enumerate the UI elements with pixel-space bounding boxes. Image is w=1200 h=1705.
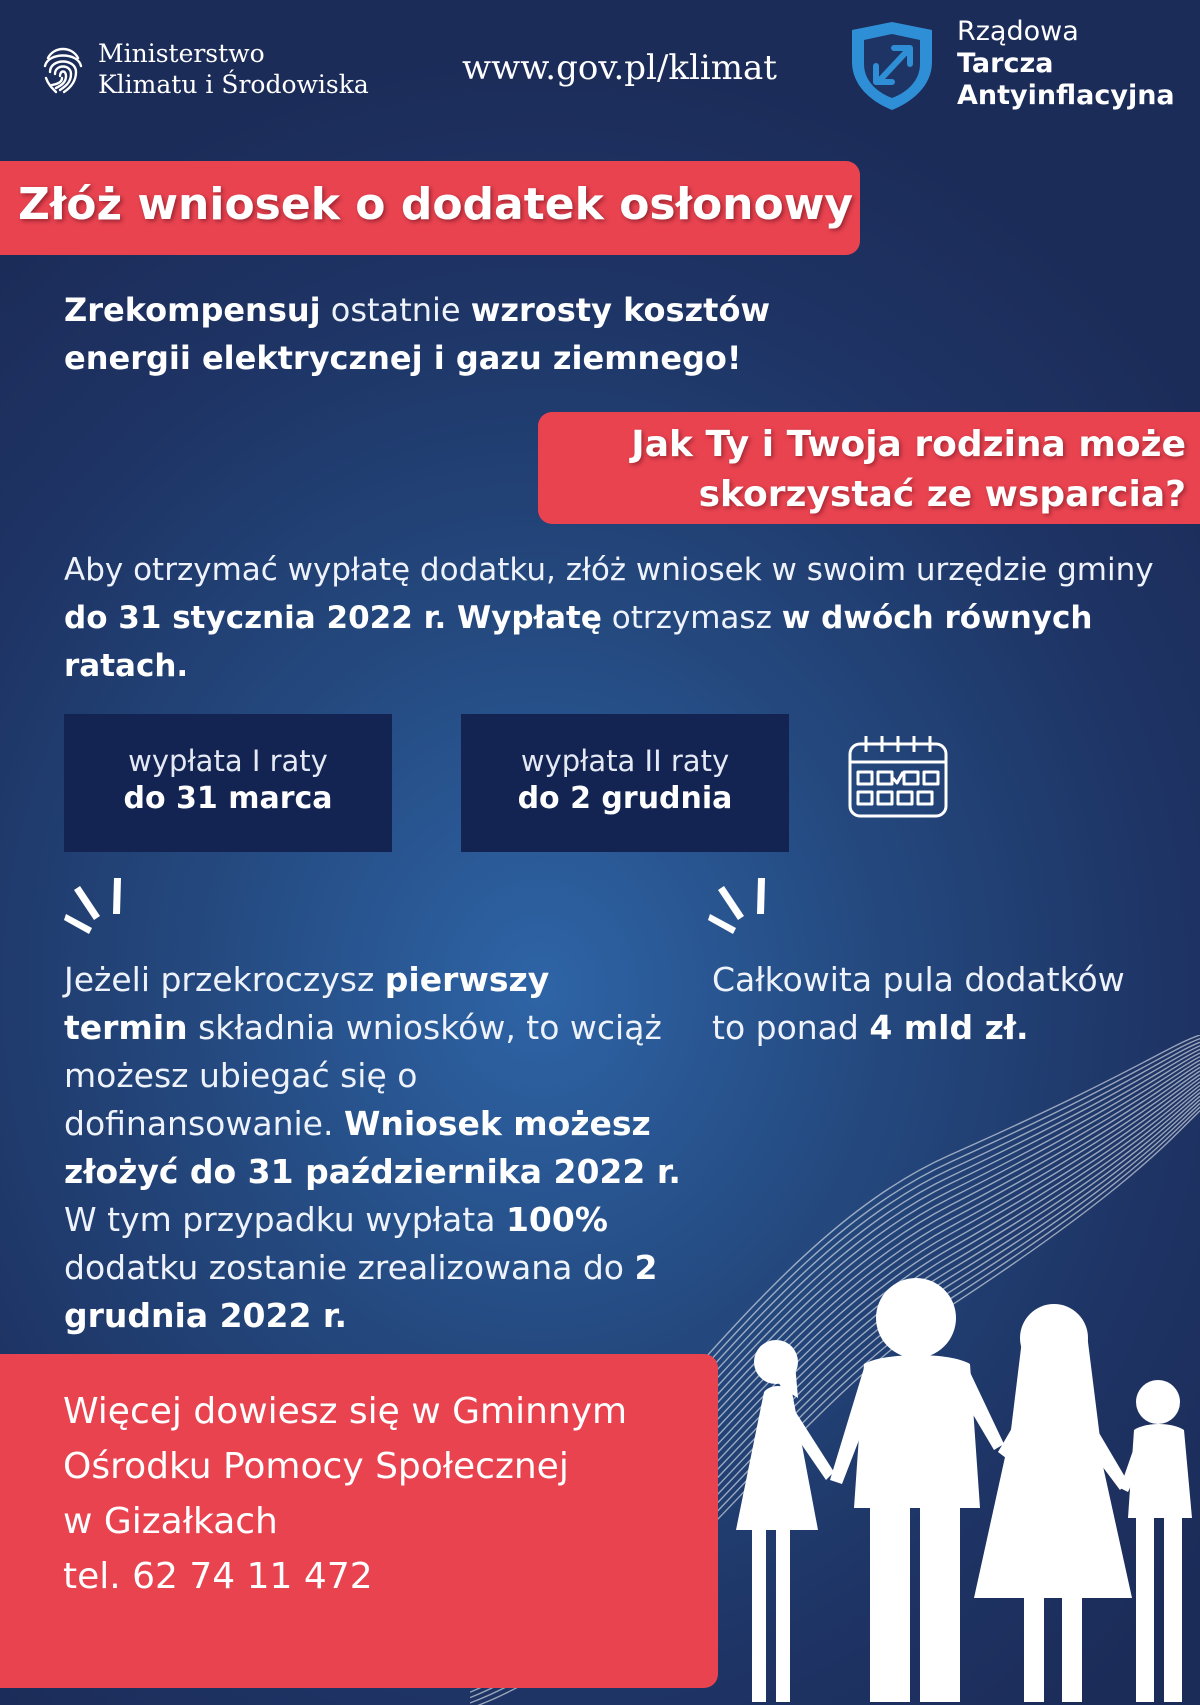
note-first-deadline: pierwszy termin [64,960,550,1047]
note-payment-date: 2 grudnia 2022 r. [64,1248,658,1335]
emphasis-burst-icon [62,868,134,938]
emphasis-burst-icon [706,868,778,938]
info-paragraph [64,546,1164,690]
ministry-name-line1: Ministerstwo [98,39,265,68]
page-title: Złóż wniosek o dodatek osłonowy [18,179,854,230]
pool-text: Całkowita pula dodatków to ponad [712,960,1125,1047]
question-line1: Jak Ty i Twoja rodzina może [631,424,1186,465]
installment-box-2 [461,714,789,852]
installment-2-label: wypłata II raty [520,744,730,778]
shield-label-line1: Rządowa [957,16,1079,47]
second-deadline-note [64,956,684,1340]
pool-amount: 4 mld zł. [869,1008,1029,1047]
intro-light: ostatnie [320,291,471,329]
note-text-4: dodatku zostanie zrealizowana do [64,1248,635,1287]
installment-box-1 [64,714,392,852]
contact-box [0,1354,718,1688]
note-text-2: składnia wniosków, to wciąż możesz ubiegać się o dofinansowanie. [64,1008,662,1143]
family-silhouette-image [736,1268,1200,1705]
info-installments: w dwóch równych ratach. [64,600,1093,684]
government-shield-label [957,16,1175,112]
ministry-name-line2: Klimatu i Środowiska [98,70,369,99]
contact-line2: Ośrodku Pomocy Społecznej [63,1446,569,1487]
installment-1-label: wypłata I raty [128,744,328,778]
info-text-2: otrzymasz [601,600,782,636]
contact-phone[interactable]: tel. 62 74 11 472 [63,1556,373,1597]
contact-line3: w Gizałkach [63,1501,278,1542]
note-second-deadline: Wniosek możesz złożyć do 31 października 2022 r. [64,1104,681,1191]
note-text-1: Jeżeli przekroczysz [64,960,385,999]
shield-label-line3: Antyinflacyjna [957,80,1175,111]
info-text-1: Aby otrzymać wypłatę dodatku, złóż wniosek w swoim urzędzie gminy [64,552,1154,588]
note-text-3: W tym przypadku wypłata [64,1200,506,1239]
intro-bold-2: wzrosty kosztów energii elektrycznej i gazu ziemnego! [64,291,770,377]
intro-bold-1: Zrekompensuj [64,291,321,329]
question-line2: skorzystać ze wsparcia? [698,474,1186,515]
info-deadline: do 31 stycznia 2022 r. Wypłatę [64,600,602,636]
installment-2-date: do 2 grudnia [517,781,733,816]
fingerprint-logo-icon [40,38,86,100]
intro-text [64,286,824,382]
installment-1-date: do 31 marca [123,781,333,816]
website-url[interactable]: www.gov.pl/klimat [462,48,777,88]
shield-arrows-icon [846,20,938,112]
question-banner [538,412,1200,524]
calendar-icon [846,732,950,820]
note-percent: 100% [505,1200,608,1239]
contact-line1: Więcej dowiesz się w Gminnym [63,1391,628,1432]
total-pool-note [712,956,1142,1052]
title-banner [0,161,860,255]
shield-label-line2: Tarcza [957,48,1054,79]
ministry-logo [40,38,369,100]
